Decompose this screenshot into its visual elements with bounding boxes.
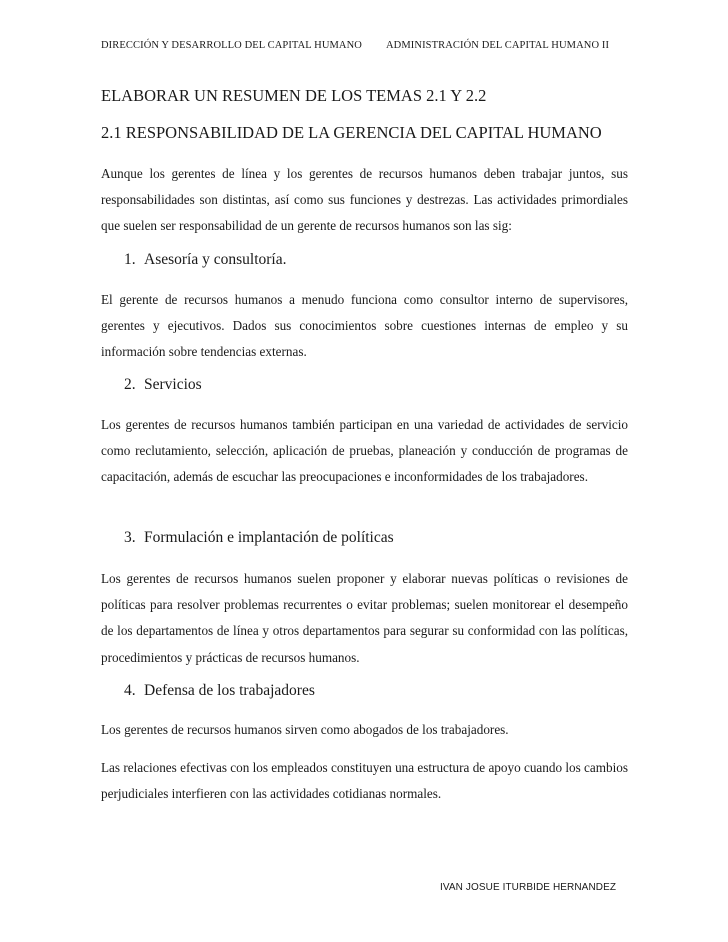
- list-item-heading: [124, 682, 315, 700]
- list-item-label: Defensa de los trabajadores: [144, 682, 315, 699]
- list-item-label: Servicios: [144, 376, 202, 393]
- list-item-paragraph: Los gerentes de recursos humanos sirven como abogados de los trabajadores.: [101, 722, 509, 737]
- list-item-number: 1.: [124, 251, 136, 268]
- list-item-paragraph: Las relaciones efectivas con los empleados constituyen una estructura de apoyo cuando los cambios perjudiciales interfieren con las actividades cotidianas normales.: [101, 760, 628, 802]
- list-item-paragraph: Los gerentes de recursos humanos también participan en una variedad de actividades de servicio como reclutamiento, selección, aplicación de pruebas, planeación y conducción de programas de capacitación, además de escuchar las preocupaciones e inconformidades de los trabajadores.: [101, 417, 628, 485]
- document-title: ELABORAR UN RESUMEN DE LOS TEMAS 2.1 Y 2.2: [101, 86, 487, 105]
- list-item-heading: [124, 376, 202, 394]
- list-item-number: 4.: [124, 682, 136, 699]
- list-item-label: Asesoría y consultoría.: [144, 251, 287, 268]
- list-item-paragraph: Los gerentes de recursos humanos suelen proponer y elaborar nuevas políticas o revisiones de políticas para resolver problemas recurrentes o evitar problemas; suelen monitorear el desempeño de los departamentos de línea y otros departamentos para segurar su conformidad con las políticas, procedimientos y prácticas de recursos humanos.: [101, 571, 628, 665]
- intro-paragraph: Aunque los gerentes de línea y los gerentes de recursos humanos deben trabajar juntos, sus responsabilidades son distintas, así como sus funciones y destrezas. Las actividades primordiales que suelen ser responsabilidad de un gerente de recursos humanos son las sig:: [101, 166, 628, 234]
- list-item-number: 2.: [124, 376, 136, 393]
- list-item-paragraph: El gerente de recursos humanos a menudo funciona como consultor interno de supervisores, gerentes y ejecutivos. Dados sus conocimientos sobre cuestiones internas de empleo y su información sobre tendencias externas.: [101, 292, 628, 360]
- section-heading: 2.1 RESPONSABILIDAD DE LA GERENCIA DEL CAPITAL HUMANO: [101, 123, 602, 142]
- list-item-number: 3.: [124, 529, 136, 546]
- header-right: ADMINISTRACIÓN DEL CAPITAL HUMANO II: [386, 40, 610, 51]
- list-item-label: Formulación e implantación de políticas: [144, 529, 394, 546]
- header-left: DIRECCIÓN Y DESARROLLO DEL CAPITAL HUMANO: [101, 40, 362, 51]
- list-item-heading: [124, 529, 394, 547]
- footer-author: IVAN JOSUE ITURBIDE HERNANDEZ: [440, 882, 617, 893]
- list-item-heading: [124, 251, 286, 269]
